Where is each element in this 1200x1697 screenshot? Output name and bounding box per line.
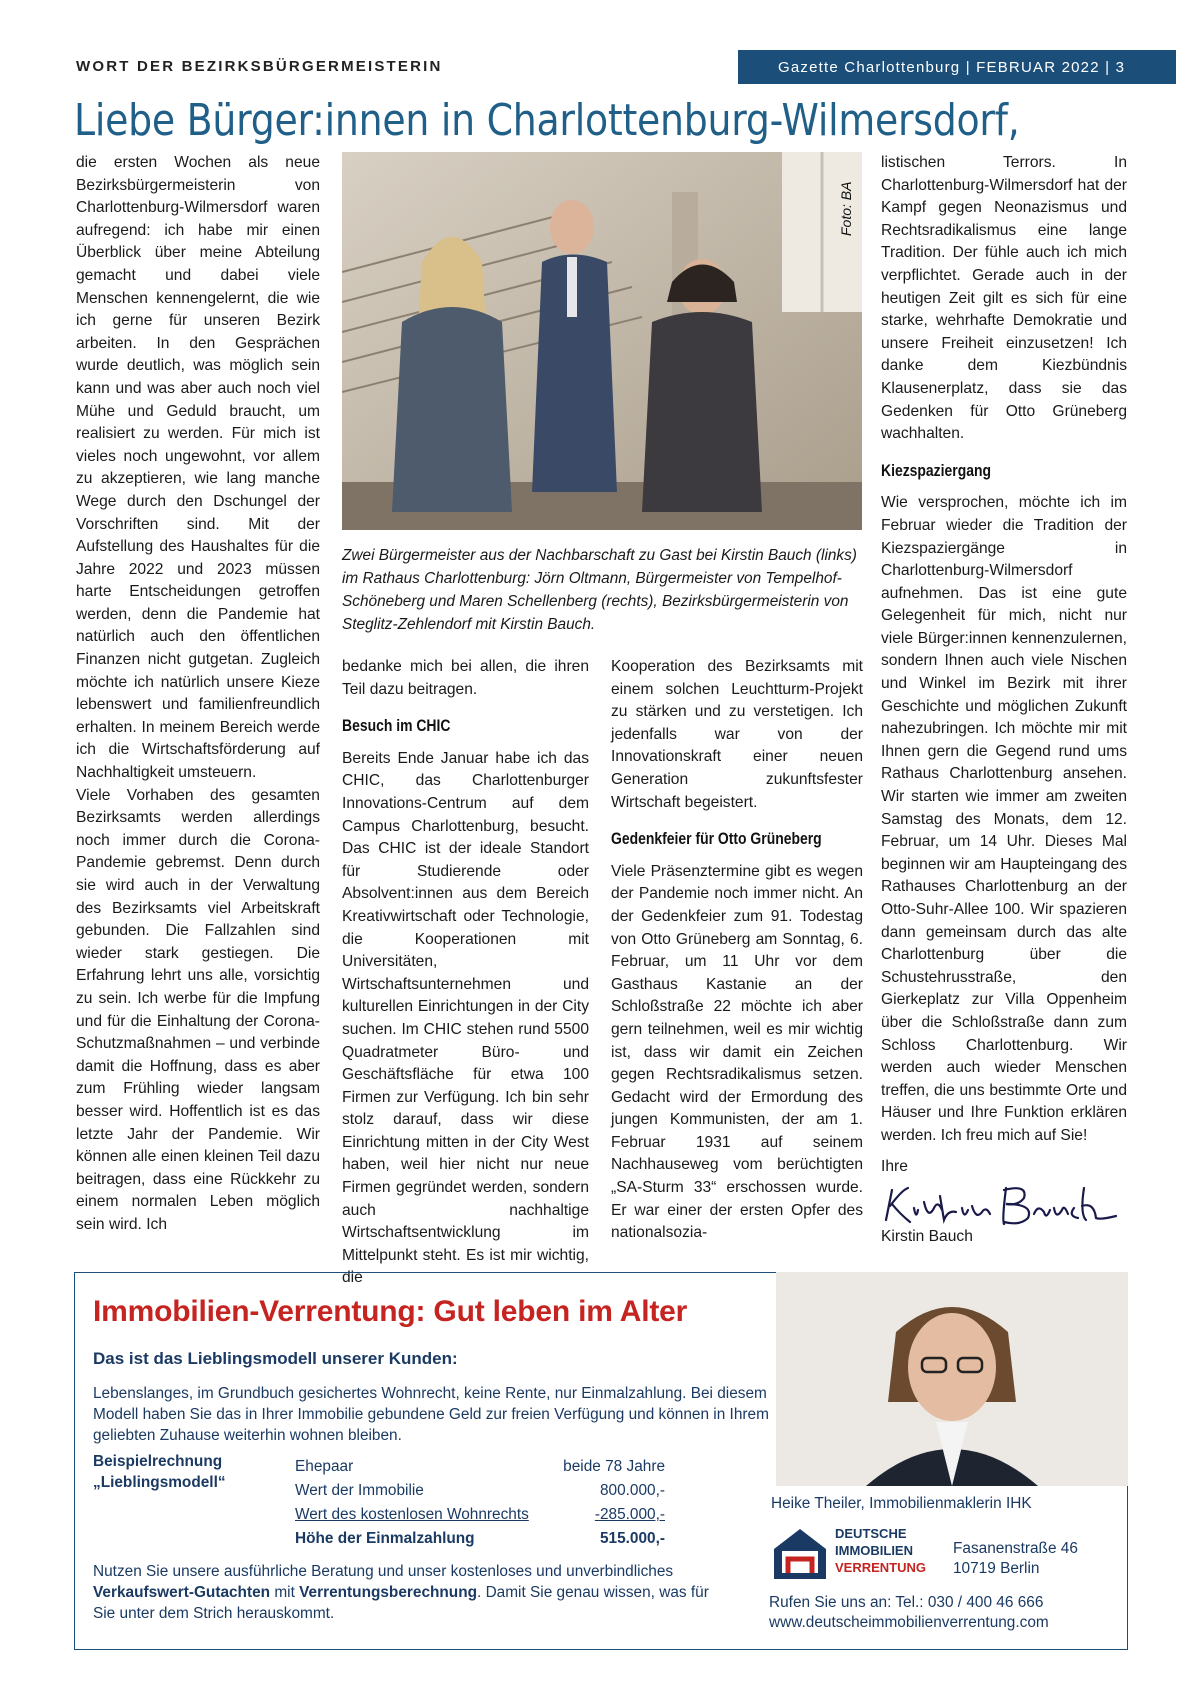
paragraph: Kooperation des Bezirksamts mit einem solchen Leuchtturm-Projekt zu stärken und zu verstetigen. Ich jedenfalls war von der Innovationskraft einer neuen Generation zukunftsfester Wirtschaft begeistert. xyxy=(611,658,863,811)
subheading-kiezspaziergang: Kiezspaziergang xyxy=(881,460,992,480)
calc-value: -285.000,- xyxy=(594,1506,665,1523)
photo-caption: Zwei Bürgermeister aus der Nachbarschaft zu Gast bei Kirstin Bauch (links) im Rathaus Charlottenburg: Jörn Oltmann, Bürgermeister von Tempelhof-Schöneberg und Maren Schellenberg (rechts), Bezirksbürgermeisterin von Steglitz-Zehlendorf mit Kirstin Bauch. xyxy=(342,547,857,633)
article-column-4 xyxy=(881,152,1127,1178)
calc-label: Ehepaar xyxy=(295,1458,354,1475)
paragraph: die ersten Wochen als neue Bezirksbürgermeisterin von Charlottenburg-Wilmersdorf waren aufregend: ich habe mir einen Überblick über meine Abteilung gemacht und dabei viele Menschen kennengelernt, die wie ich gerne für unseren Bezirk arbeiten. In den Gesprächen wurde deutlich, was möglich sein kann und was aber auch noch viel Mühe und Geduld braucht, um realisiert zu werden. Für mich ist vieles noch ungewohnt, vor allem zu akzeptieren, wie lang manche Wege durch den Dschungel der Vorschriften sind. Mit der Aufstellung des Haushaltes für die Jahre 2022 und 2023 müssen harte Entscheidungen getroffen werden, denn die Pandemie hat natürlich auch den öffentlichen Finanzen nicht gutgetan. Zugleich möchte ich natürlich unsere Kieze lebenswert und familienfreundlich erhalten. In meinem Bereich werde ich die Wirtschaftsförderung auf Nachhaltigkeit umsteuern. xyxy=(76,154,320,782)
paragraph: bedanke mich bei allen, die ihren Teil dazu beitragen. xyxy=(342,658,589,698)
example-label-line: Beispielrechnung xyxy=(93,1453,223,1470)
logo-line: VERRENTUNG xyxy=(835,1560,927,1575)
section-label: WORT DER BEZIRKSBÜRGERMEISTERIN xyxy=(76,58,443,75)
cta-bold: Verrentungsberechnung xyxy=(299,1584,478,1601)
calc-label: Wert der Immobilie xyxy=(295,1482,424,1499)
advertisement xyxy=(74,1272,1128,1650)
calculation-table xyxy=(295,1455,665,1551)
handwritten-signature xyxy=(878,1180,1128,1232)
ad-subtitle: Das ist das Lieblingsmodell unserer Kunden: xyxy=(93,1349,458,1368)
logo-line: IMMOBILIEN xyxy=(835,1543,913,1558)
company-contact xyxy=(769,1593,1049,1633)
gazette-banner: Gazette Charlottenburg | FEBRUAR 2022 | 3 xyxy=(738,50,1176,84)
cta-text: mit xyxy=(270,1584,300,1601)
address-line: 10719 Berlin xyxy=(953,1560,1040,1577)
example-label xyxy=(93,1451,263,1493)
cta-bold: Verkaufswert-Gutachten xyxy=(93,1584,271,1601)
agent-caption: Heike Theiler, Immobilienmaklerin IHK xyxy=(771,1495,1032,1512)
closing: Ihre xyxy=(881,1157,908,1175)
paragraph: listischen Terrors. In Charlottenburg-Wilmersdorf hat der Kampf gegen Neonazismus und Rechtsradikalismus eine lange Tradition. Der fühle auch ich mich verpflichtet. Gerade auch in der heutigen Zeit gilt es sich für eine starke, wehrhafte Demokratie und unsere Freiheit einzusetzen! Ich danke dem Kiezbündnis Klausenerplatz, dass sie das Gedenken für Otto Grüneberg wachhalten. xyxy=(881,154,1127,443)
signature-name: Kirstin Bauch xyxy=(881,1228,973,1245)
paragraph: Wie versprochen, möchte ich im Februar wieder die Tradition der Kiezspaziergänge in Charlottenburg-Wilmersdorf aufnehmen. Das ist eine gute Gelegenheit für mich, nicht nur viele Bürger:innen kennenzulernen, sondern Ihnen auch viele Nischen und Winkel im Bezirk mit ihrer Geschichte und möglichen Zukunft nahezubringen. Ich möchte mir mit Ihnen gern die Gegend rund ums Rathaus Charlottenburg ansehen. Wir starten wie immer am zweiten Samstag des Monats, dem 12. Februar, um 14 Uhr. Dieses Mal beginnen wir am Haupteingang des Rathauses Charlottenburg an der Otto-Suhr-Allee 100. Wir spazieren dann gemeinsam durch das alte Charlottenburg über die Schustehrusstraße, den Gierkeplatz zur Villa Oppenheim über die Schloßstraße dann zum Schloss Charlottenburg. Wir werden auch wieder Menschen treffen, die uns bestimmte Orte und Häuser und Ihre Funktion erklären werden. Ich freu mich auf Sie! xyxy=(881,494,1127,1144)
calc-value: 515.000,- xyxy=(599,1530,665,1547)
website-link[interactable]: www.deutscheimmobilienverrentung.com xyxy=(769,1614,1049,1631)
calc-row-total xyxy=(295,1527,665,1551)
calc-value: 800.000,- xyxy=(599,1482,665,1499)
logo-line: DEUTSCHE xyxy=(835,1526,907,1541)
headline: Liebe Bürger:innen in Charlottenburg-Wilmersdorf, xyxy=(74,95,1020,146)
ad-call-to-action xyxy=(93,1561,733,1624)
paragraph: Bereits Ende Januar habe ich das CHIC, das Charlottenburger Innovations-Centrum auf dem Campus Charlottenburg, besucht. Das CHIC ist der ideale Standort für Studierende oder Absolvent:innen aus dem Bereich Kreativwirtschaft oder Technologie, die Kooperationen mit Universitäten, Wirtschaftsunternehmen und kulturellen Einrichtungen in der City suchen. Im CHIC stehen rund 5500 Quadratmeter Büro- und Geschäftsfläche für etwa 100 Firmen zur Verfügung. Ich bin sehr stolz darauf, dass wir diese Einrichtung mitten in der City West haben, weil hier nicht nur neue Firmen gegründet werden, sondern auch nachhaltige Wirtschaftsentwicklung im Mittelpunkt steht. Es ist mir wichtig, die xyxy=(342,749,589,1287)
cta-text: Nutzen Sie unsere ausführliche Beratung und unser kostenloses und unverbindliches xyxy=(93,1563,674,1580)
address-line: Fasanenstraße 46 xyxy=(953,1540,1078,1557)
article-column-1 xyxy=(76,152,320,1237)
article-column-3 xyxy=(611,656,863,1245)
example-label-line: „Lieblingsmodell“ xyxy=(93,1474,226,1491)
calc-row xyxy=(295,1503,665,1527)
agent-portrait xyxy=(776,1272,1128,1486)
calc-label: Höhe der Einmalzahlung xyxy=(295,1530,475,1547)
calc-label: Wert des kostenlosen Wohnrechts xyxy=(295,1506,529,1523)
subheading-chic: Besuch im CHIC xyxy=(342,716,451,736)
photo-credit: Foto: BA xyxy=(838,181,854,236)
calc-row xyxy=(295,1455,665,1479)
company-logo-icon xyxy=(770,1525,830,1581)
company-address xyxy=(953,1539,1078,1579)
ad-title: Immobilien-Verrentung: Gut leben im Alter xyxy=(93,1295,688,1328)
cta-text: . Damit Sie genau wissen, was für Sie unter dem Strich herauskommt. xyxy=(93,1584,709,1622)
subheading-gedenkfeier: Gedenkfeier für Otto Grüneberg xyxy=(611,829,822,849)
phone-number: Rufen Sie uns an: Tel.: 030 / 400 46 666 xyxy=(769,1594,1044,1611)
paragraph: Viele Vorhaben des gesamten Bezirksamts werden allerdings noch immer durch die Corona-Pandemie gebremst. Denn durch sie wird auch in der Verwaltung des Bezirksamts viel Arbeitskraft gebunden. Die Fallzahlen sind wieder stark gestiegen. Die Erfahrung lehrt uns alle, vorsichtig zu sein. Ich werbe für die Impfung und für die Einhaltung der Corona-Schutzmaßnahmen – und verbinde damit die Hoffnung, dass es aber zum Frühling wieder langsam besser wird. Hoffentlich ist es das letzte Jahr der Pandemie. Wir können alle einen kleinen Teil dazu beitragen, dass eine Rückkehr zu einem normalen Leben möglich sein wird. Ich xyxy=(76,786,320,1233)
article-column-2 xyxy=(342,656,589,1290)
calc-value: beide 78 Jahre xyxy=(563,1458,665,1475)
company-logo-text xyxy=(835,1525,926,1576)
group-photo xyxy=(342,152,862,530)
ad-body: Lebenslanges, im Grundbuch gesichertes Wohnrecht, keine Rente, nur Einmalzahlung. Bei diesem Modell haben Sie das in Ihrer Immobilie gebundene Geld zur freien Verfügung und können in Ihrem geliebten Zuhause weiterhin wohnen bleiben. xyxy=(93,1385,769,1444)
paragraph: Viele Präsenztermine gibt es wegen der Pandemie noch immer nicht. An der Gedenkfeier zum 91. Todestag von Otto Grüneberg am Sonntag, 6. Februar, um 11 Uhr vor dem Gasthaus Kastanie an der Schloßstraße 22 möchte ich aber gern teilnehmen, weil es mir wichtig ist, dass wir damit ein Zeichen gegen Rechtsradikalismus setzen. Gedacht wird der Ermordung des jungen Kommunisten, der am 1. Februar 1931 auf seinem Nachhauseweg vom berüchtigten „SA-Sturm 33“ erschossen wurde. Er war einer der ersten Opfer des nationalsozia- xyxy=(611,862,863,1242)
calc-row xyxy=(295,1479,665,1503)
